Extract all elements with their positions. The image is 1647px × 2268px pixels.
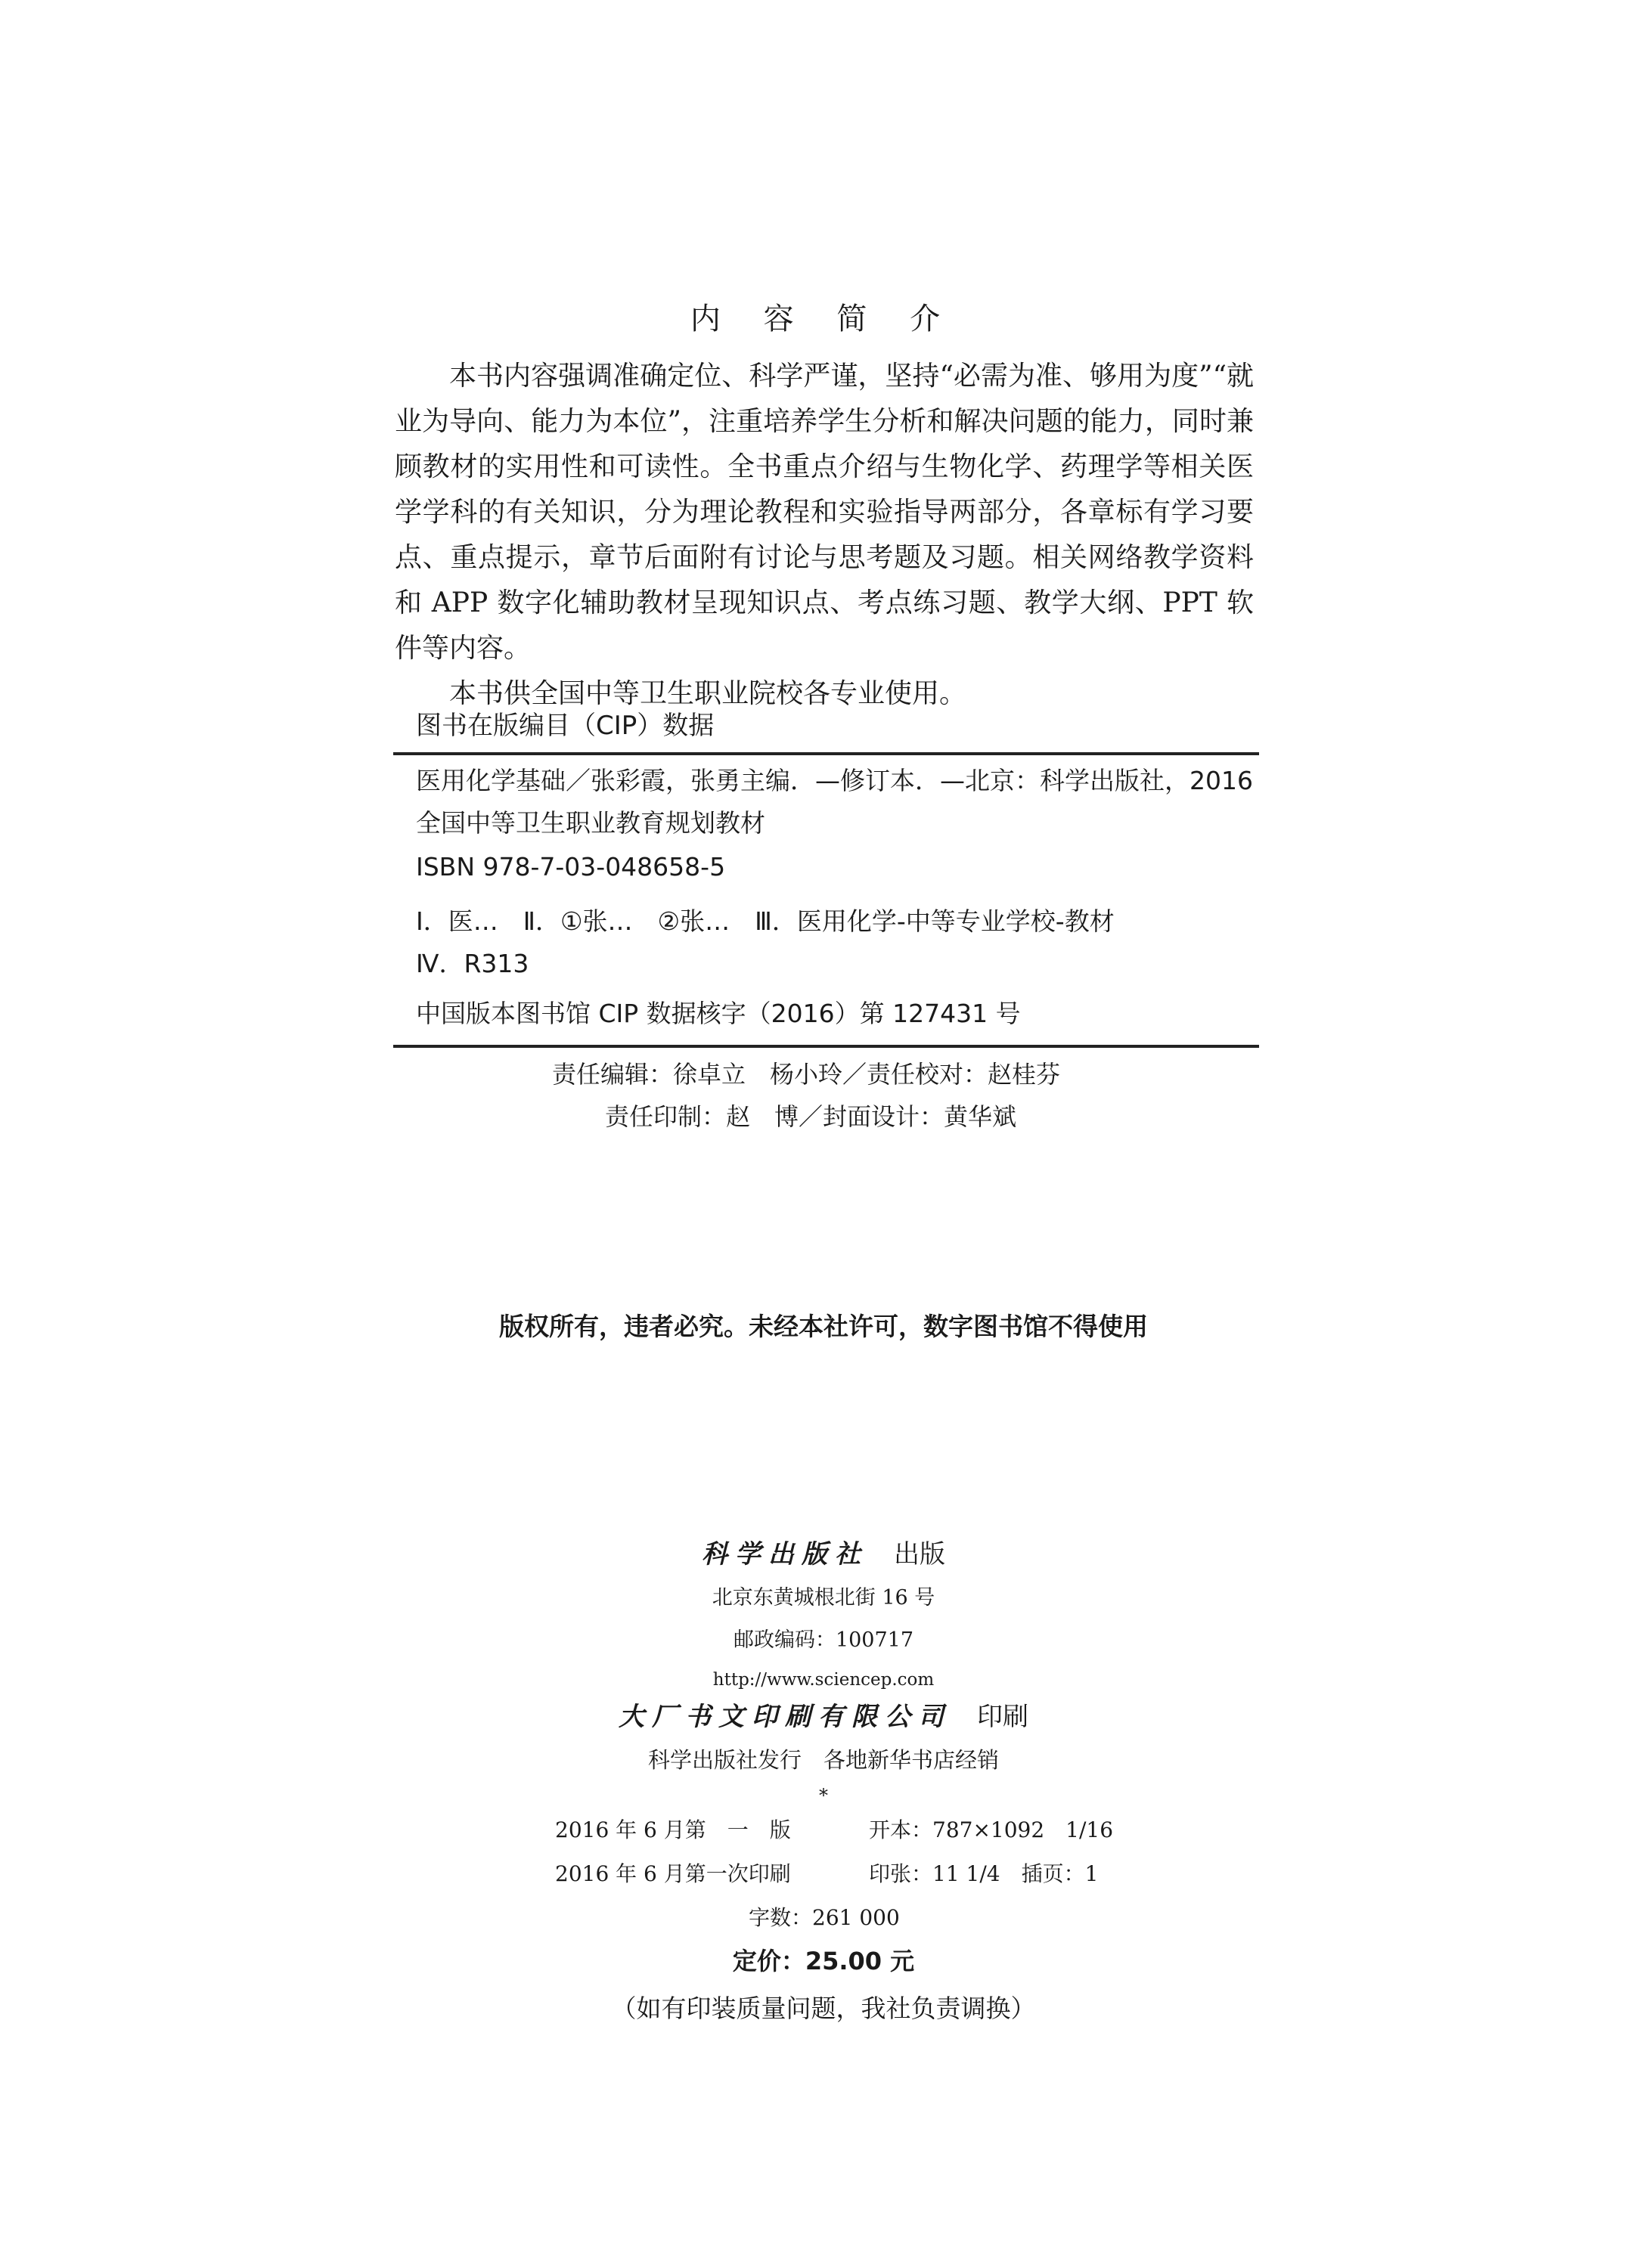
spec-row-edition [555, 1814, 1113, 1846]
quality-note: （如有印装质量问题，我社负责调换） [611, 1994, 1036, 2023]
edition-text: 2016 年 6 月第 一 版 [555, 1817, 791, 1842]
cip-isbn-line: ISBN 978-7-03-048658-5 [416, 852, 726, 881]
summary-paragraph: 本书内容强调准确定位、科学严谨，坚持“必需为准、够用为度”“就业为导向、能力为本位”，注重培养学生分析和解决问题的能力，同时兼顾教材的实用性和可读性。全书重点介绍与生物化学、药理学等相关医学学科的有关知识，分为理论教程和实验指导两部分，各章标有学习要点、重点提示，章节后面附有讨论与思考题及习题。相关网络教学资料和 APP 数字化辅助教材呈现知识点、考点练习题、教学大纲、PPT 软件等内容。 [395, 361, 1254, 664]
cip-top-rule [393, 752, 1259, 755]
publisher-action: 出版 [894, 1539, 945, 1569]
cip-subject-line: Ⅰ．医… Ⅱ．①张… ②张… Ⅲ．医用化学-中等专业学校-教材 [416, 906, 1115, 936]
summary-body [395, 354, 1254, 717]
printing-text: 2016 年 6 月第一次印刷 [555, 1861, 791, 1886]
summary-paragraph: 本书供全国中等卫生职业院校各专业使用。 [449, 678, 967, 709]
publisher-url: http://www.sciencep.com [712, 1670, 935, 1690]
format-text: 开本：787×1092 1/16 [869, 1817, 1114, 1842]
cip-heading: 图书在版编目（CIP）数据 [416, 711, 715, 741]
price: 定价：25.00 元 [732, 1947, 915, 1975]
publisher-postcode: 邮政编码：100717 [733, 1628, 914, 1652]
staff-production-line: 责任印制：赵 博／封面设计：黄华斌 [605, 1102, 1017, 1131]
cip-record-number-line: 中国版本图书馆 CIP 数据核字（2016）第 127431 号 [416, 999, 1021, 1028]
summary-title: 内 容 简 介 [690, 302, 957, 336]
word-count: 字数：261 000 [749, 1905, 900, 1930]
staff-editors-line: 责任编辑：徐卓立 杨小玲／责任校对：赵桂芬 [552, 1060, 1061, 1089]
separator-asterisk: * [819, 1785, 828, 1806]
publisher-name: 科学出版社 [702, 1539, 868, 1569]
distribution-line: 科学出版社发行 各地新华书店经销 [647, 1747, 999, 1773]
spec-row-printing [555, 1858, 1098, 1890]
printer-action: 印刷 [977, 1702, 1028, 1732]
cip-bottom-rule [393, 1045, 1259, 1048]
sheets-text: 印张：11 1/4 插页：1 [869, 1861, 1099, 1886]
printer-line [0, 1697, 1647, 1737]
cip-title-line: 医用化学基础／张彩霞，张勇主编．—修订本．—北京：科学出版社，2016 [416, 766, 1253, 795]
copyright-notice: 版权所有，违者必究。未经本社许可，数字图书馆不得使用 [499, 1312, 1148, 1341]
publisher-address: 北京东黄城根北街 16 号 [712, 1586, 935, 1610]
printer-name: 大厂书文印刷有限公司 [619, 1702, 951, 1732]
cip-series-line: 全国中等卫生职业教育规划教材 [416, 808, 765, 838]
publisher-line [0, 1535, 1647, 1574]
cip-classification-line: Ⅳ．R313 [416, 949, 529, 978]
